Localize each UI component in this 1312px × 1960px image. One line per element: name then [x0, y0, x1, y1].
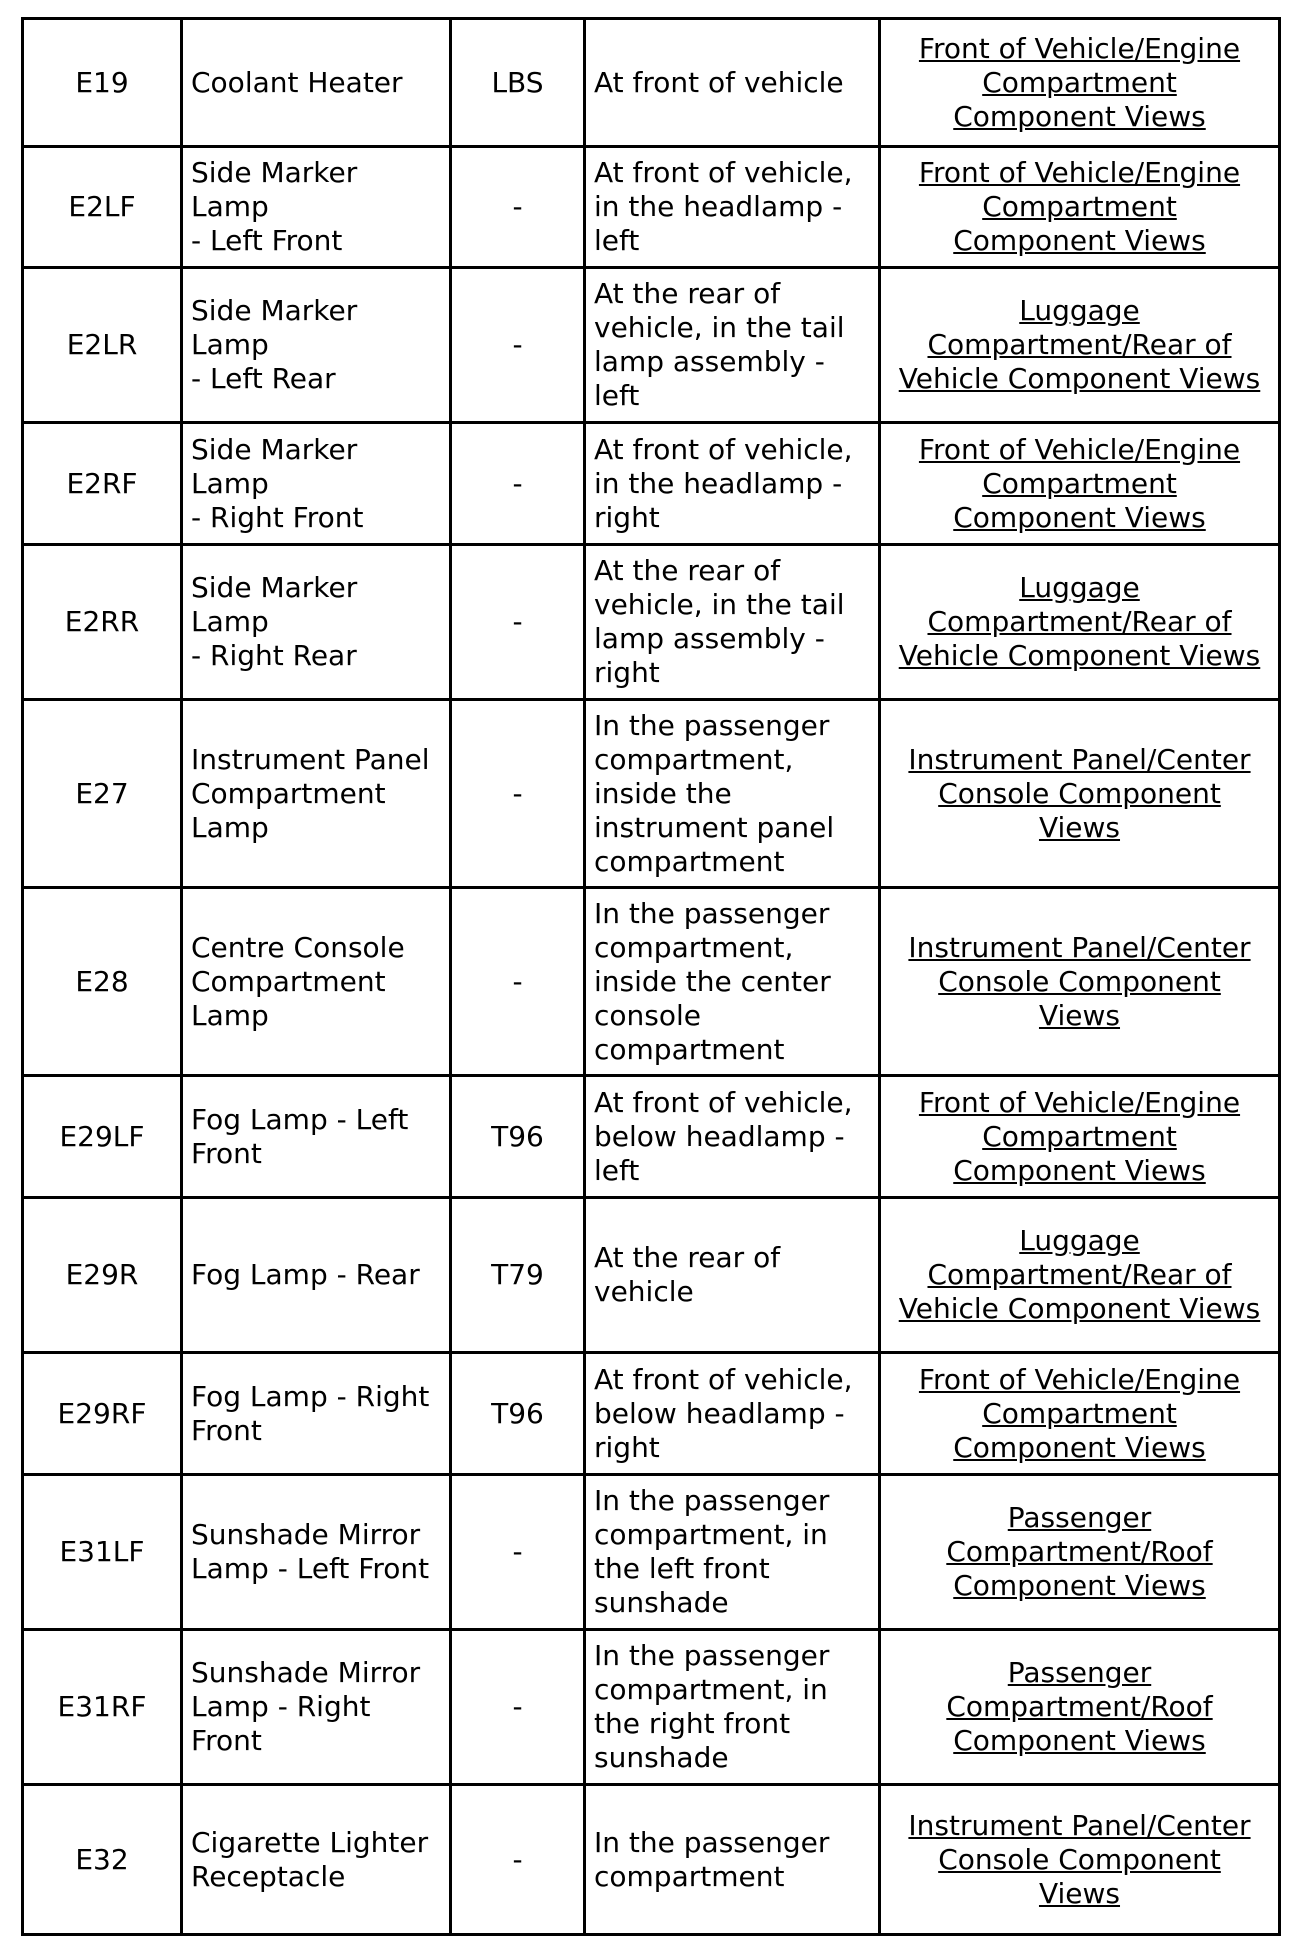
- component-name: Coolant Heater: [182, 19, 451, 147]
- component-name: Fog Lamp - Left Front: [182, 1076, 451, 1198]
- component-views-link[interactable]: Instrument Panel/Center Console Component Views: [908, 1808, 1251, 1910]
- component-name: Cigarette Lighter Receptacle: [182, 1785, 451, 1935]
- component-location: In the passenger compartment: [585, 1785, 880, 1935]
- component-views-link[interactable]: Instrument Panel/Center Console Component Views: [908, 742, 1251, 844]
- component-location: At the rear of vehicle, in the tail lamp assembly - right: [585, 545, 880, 700]
- table-row: [23, 147, 1280, 268]
- component-views-link-cell[interactable]: [880, 19, 1280, 147]
- table-row: [23, 423, 1280, 545]
- option-code: -: [451, 268, 585, 423]
- component-views-link[interactable]: Luggage Compartment/Rear of Vehicle Component Views: [898, 571, 1261, 672]
- component-location: In the passenger compartment, in the left front sunshade: [585, 1475, 880, 1630]
- component-location: In the passenger compartment, inside the center console compartment: [585, 888, 880, 1076]
- component-id: E2RR: [23, 545, 182, 700]
- option-code: -: [451, 545, 585, 700]
- component-name: Side Marker Lamp - Right Front: [182, 423, 451, 545]
- component-views-link-cell[interactable]: [880, 545, 1280, 700]
- component-name: Centre Console Compartment Lamp: [182, 888, 451, 1076]
- component-location: At front of vehicle, in the headlamp - right: [585, 423, 880, 545]
- option-code: -: [451, 423, 585, 545]
- component-views-link[interactable]: Luggage Compartment/Rear of Vehicle Component Views: [898, 1224, 1261, 1325]
- component-id: E2RF: [23, 423, 182, 545]
- option-code: -: [451, 1630, 585, 1785]
- component-location: At front of vehicle, in the headlamp - left: [585, 147, 880, 268]
- component-name: Fog Lamp - Rear: [182, 1198, 451, 1353]
- component-name: Side Marker Lamp - Left Rear: [182, 268, 451, 423]
- component-id: E27: [23, 700, 182, 888]
- option-code: -: [451, 700, 585, 888]
- component-views-link-cell[interactable]: [880, 700, 1280, 888]
- component-location: At front of vehicle, below headlamp - left: [585, 1076, 880, 1198]
- component-id: E29LF: [23, 1076, 182, 1198]
- component-id: E32: [23, 1785, 182, 1935]
- component-id: E29RF: [23, 1353, 182, 1475]
- component-location: At the rear of vehicle, in the tail lamp assembly - left: [585, 268, 880, 423]
- table-row: [23, 700, 1280, 888]
- table-row: [23, 1785, 1280, 1935]
- component-views-link[interactable]: Front of Vehicle/Engine Compartment Component Views: [918, 156, 1241, 257]
- component-id: E29R: [23, 1198, 182, 1353]
- component-views-link-cell[interactable]: [880, 1785, 1280, 1935]
- component-name: Sunshade Mirror Lamp - Right Front: [182, 1630, 451, 1785]
- component-location-table: [21, 17, 1281, 1936]
- table-row: [23, 1076, 1280, 1198]
- component-views-link[interactable]: Front of Vehicle/Engine Compartment Component Views: [918, 1085, 1241, 1187]
- table-row: [23, 1353, 1280, 1475]
- component-name: Sunshade Mirror Lamp - Left Front: [182, 1475, 451, 1630]
- option-code: T79: [451, 1198, 585, 1353]
- component-views-link-cell[interactable]: [880, 147, 1280, 268]
- component-location: At front of vehicle, below headlamp - right: [585, 1353, 880, 1475]
- component-views-link-cell[interactable]: [880, 1630, 1280, 1785]
- component-views-link[interactable]: Passenger Compartment/Roof Component Views: [946, 1501, 1213, 1602]
- component-location: In the passenger compartment, inside the instrument panel compartment: [585, 700, 880, 888]
- component-name: Side Marker Lamp - Left Front: [182, 147, 451, 268]
- component-name: Side Marker Lamp - Right Rear: [182, 545, 451, 700]
- component-views-link[interactable]: Front of Vehicle/Engine Compartment Component Views: [918, 1362, 1241, 1464]
- component-views-link[interactable]: Front of Vehicle/Engine Compartment Component Views: [918, 432, 1241, 534]
- component-name: Fog Lamp - Right Front: [182, 1353, 451, 1475]
- option-code: LBS: [451, 19, 585, 147]
- option-code: T96: [451, 1076, 585, 1198]
- component-id: E2LF: [23, 147, 182, 268]
- option-code: -: [451, 1785, 585, 1935]
- component-id: E31RF: [23, 1630, 182, 1785]
- component-views-link-cell[interactable]: [880, 1076, 1280, 1198]
- table-row: [23, 1475, 1280, 1630]
- option-code: -: [451, 888, 585, 1076]
- option-code: -: [451, 1475, 585, 1630]
- table-row: [23, 19, 1280, 147]
- component-views-link-cell[interactable]: [880, 1198, 1280, 1353]
- component-views-link[interactable]: Passenger Compartment/Roof Component Views: [946, 1656, 1213, 1757]
- table-row: [23, 268, 1280, 423]
- component-location: At the rear of vehicle: [585, 1198, 880, 1353]
- component-views-link[interactable]: Front of Vehicle/Engine Compartment Component Views: [918, 31, 1241, 133]
- component-views-link-cell[interactable]: [880, 1475, 1280, 1630]
- component-id: E31LF: [23, 1475, 182, 1630]
- table-row: [23, 545, 1280, 700]
- table-row: [23, 1630, 1280, 1785]
- component-location: At front of vehicle: [585, 19, 880, 147]
- component-views-link-cell[interactable]: [880, 1353, 1280, 1475]
- component-id: E28: [23, 888, 182, 1076]
- component-views-link[interactable]: Instrument Panel/Center Console Component Views: [908, 930, 1251, 1032]
- component-views-link-cell[interactable]: [880, 423, 1280, 545]
- component-views-link[interactable]: Luggage Compartment/Rear of Vehicle Component Views: [898, 294, 1261, 395]
- component-views-link-cell[interactable]: [880, 268, 1280, 423]
- component-id: E2LR: [23, 268, 182, 423]
- component-views-link-cell[interactable]: [880, 888, 1280, 1076]
- component-name: Instrument Panel Compartment Lamp: [182, 700, 451, 888]
- component-location: In the passenger compartment, in the right front sunshade: [585, 1630, 880, 1785]
- table-row: [23, 1198, 1280, 1353]
- table-row: [23, 888, 1280, 1076]
- option-code: T96: [451, 1353, 585, 1475]
- option-code: -: [451, 147, 585, 268]
- component-id: E19: [23, 19, 182, 147]
